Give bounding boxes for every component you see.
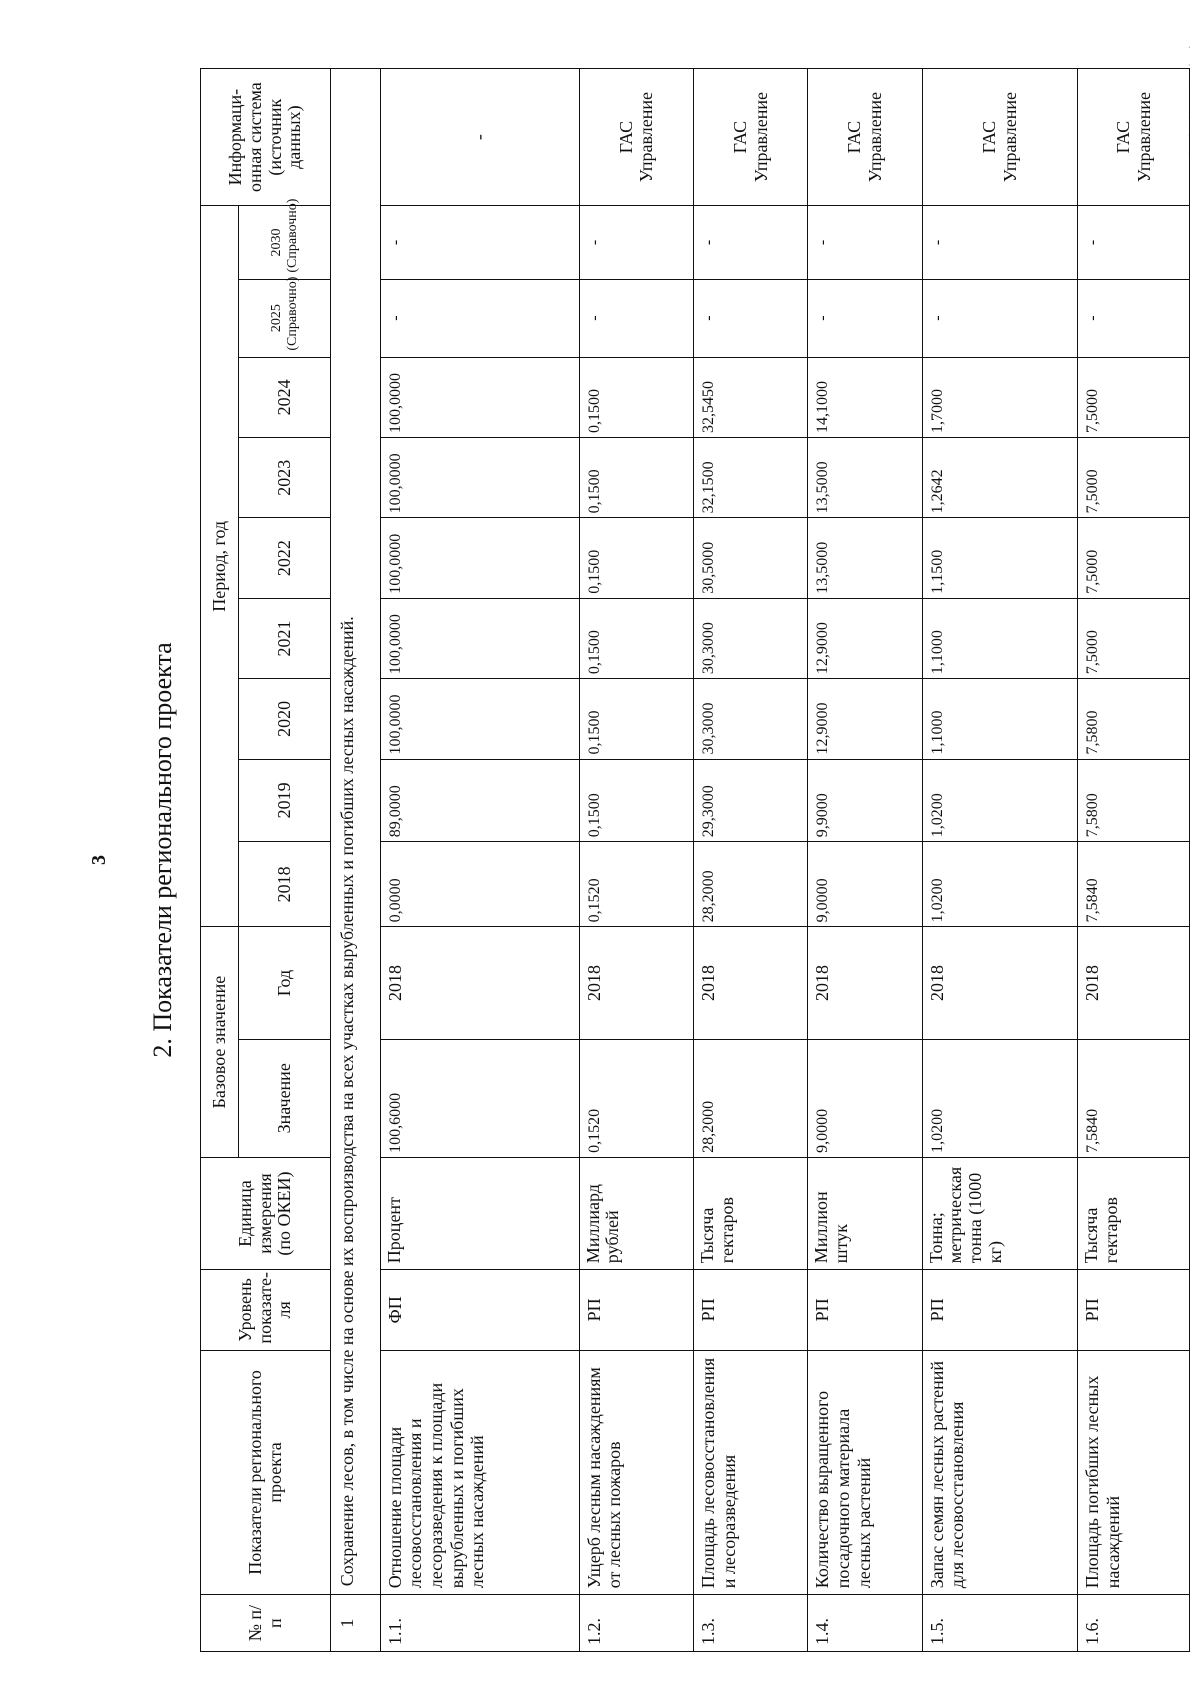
row-num: 1.1. [380,1595,579,1652]
row-base-year: 2018 [693,927,807,1039]
header-unit: Единица измерения (по ОКЕИ) [201,1157,331,1269]
header-indicator: Показатели регионального проекта [201,1350,331,1595]
row-base-value: 7,5840 [1078,1039,1190,1157]
header-year-2024: 2024 [239,357,331,437]
header-year-2021: 2021 [239,598,331,678]
row-level: РП [808,1270,922,1350]
row-base-year: 2018 [579,927,693,1039]
row-base-value: 1,0200 [922,1039,1077,1157]
table-row [808,69,922,1652]
row-base-year: 2018 [380,927,579,1039]
row-level: ФП [380,1270,579,1350]
row-value-2025: - [1078,279,1190,357]
row-value-2019: 1,0200 [922,759,1077,842]
row-value-2030: - [380,206,579,279]
row-level: РП [579,1270,693,1350]
row-num: 1.5. [922,1595,1077,1652]
header-year-2018: 2018 [239,842,331,927]
table-row [922,69,1077,1652]
header-year-2019: 2019 [239,759,331,842]
row-value-2018: 9,0000 [808,842,922,927]
header-base-value: Значение [239,1039,331,1157]
row-value-2018: 28,2000 [693,842,807,927]
row-value-2020: 0,1500 [579,679,693,759]
row-indicator: Отношение площади лесовосстановления и лесоразведения к площади вырубленных и погибших лесных насаждений [380,1350,579,1595]
row-value-2019: 29,3000 [693,759,807,842]
row-value-2030: - [808,206,922,279]
row-base-year: 2018 [808,927,922,1039]
row-value-2021: 1,1000 [922,598,1077,678]
row-value-2023: 100,0000 [380,438,579,518]
header-year-2023: 2023 [239,438,331,518]
row-value-2020: 30,3000 [693,679,807,759]
row-value-2018: 0,1520 [579,842,693,927]
row-value-2023: 1,2642 [922,438,1077,518]
row-base-year: 2018 [1078,927,1190,1039]
header-base-year: Год [239,927,331,1039]
row-unit: Миллиард рублей [579,1157,693,1269]
scan-artifact: · · · · · · [1185,39,1196,155]
row-value-2019: 9,9000 [808,759,922,842]
row-value-2018: 0,0000 [380,842,579,927]
row-level: РП [693,1270,807,1350]
row-base-value: 28,2000 [693,1039,807,1157]
row-num: 1.3. [693,1595,807,1652]
row-indicator: Ущерб лесным насаждениям от лесных пожаров [579,1350,693,1595]
row-value-2023: 13,5000 [808,438,922,518]
row-value-2019: 89,0000 [380,759,579,842]
row-value-2022: 100,0000 [380,518,579,598]
row-value-2024: 14,1000 [808,357,922,437]
row-num: 1.4. [808,1595,922,1652]
row-value-2025: - [579,279,693,357]
header-period: Период, год [201,206,239,927]
table-row [1078,69,1190,1652]
header-year-2030: 2030 (Справочно) [239,206,331,279]
row-unit: Тысяча гектаров [1078,1157,1190,1269]
row-value-2020: 100,0000 [380,679,579,759]
row-base-value: 9,0000 [808,1039,922,1157]
row-value-2018: 1,0200 [922,842,1077,927]
header-system: Информаци-онная система (источник данных) [201,69,331,206]
row-value-2024: 100,0000 [380,357,579,437]
indicators-table [200,68,1190,1652]
table-row [380,69,579,1652]
row-value-2022: 13,5000 [808,518,922,598]
row-system: ГАС Управление [922,69,1077,206]
row-value-2019: 0,1500 [579,759,693,842]
row-value-2021: 30,3000 [693,598,807,678]
row-value-2021: 0,1500 [579,598,693,678]
row-value-2020: 12,9000 [808,679,922,759]
row-unit: Тонна; метрическая тонна (1000 кг) [922,1157,1077,1269]
row-indicator: Площадь лесовосстановления и лесоразведения [693,1350,807,1595]
row-num: 1.2. [579,1595,693,1652]
row-value-2021: 100,0000 [380,598,579,678]
row-value-2020: 1,1000 [922,679,1077,759]
row-base-value: 100,6000 [380,1039,579,1157]
row-value-2024: 7,5000 [1078,357,1190,437]
group-num: 1 [331,1595,381,1652]
row-indicator: Площадь погибших лесных насаждений [1078,1350,1190,1595]
row-base-year: 2018 [922,927,1077,1039]
row-value-2025: - [693,279,807,357]
row-value-2019: 7,5800 [1078,759,1190,842]
row-system: ГАС Управление [579,69,693,206]
table-row [579,69,693,1652]
row-unit: Миллион штук [808,1157,922,1269]
row-system: - [380,69,579,206]
row-value-2022: 0,1500 [579,518,693,598]
row-value-2024: 0,1500 [579,357,693,437]
section-title: 2. Показатели регионального проекта [148,642,177,1058]
header-year-2020: 2020 [239,679,331,759]
row-num: 1.6. [1078,1595,1190,1652]
row-value-2024: 1,7000 [922,357,1077,437]
row-value-2022: 1,1500 [922,518,1077,598]
row-unit: Процент [380,1157,579,1269]
header-num: № п/п [201,1595,331,1652]
row-indicator: Количество выращенного посадочного материала лесных растений [808,1350,922,1595]
row-value-2025: - [808,279,922,357]
row-value-2022: 30,5000 [693,518,807,598]
row-value-2030: - [693,206,807,279]
row-system: ГАС Управление [1078,69,1190,206]
row-level: РП [922,1270,1077,1350]
row-value-2030: - [922,206,1077,279]
header-year-2022: 2022 [239,518,331,598]
row-value-2022: 7,5000 [1078,518,1190,598]
page-number: 3 [88,855,110,865]
table-row [693,69,807,1652]
row-value-2021: 7,5000 [1078,598,1190,678]
row-base-value: 0,1520 [579,1039,693,1157]
header-year-2025: 2025 (Справочно) [239,279,331,357]
row-system: ГАС Управление [808,69,922,206]
row-unit: Тысяча гектаров [693,1157,807,1269]
row-value-2030: - [579,206,693,279]
row-value-2025: - [380,279,579,357]
row-value-2025: - [922,279,1077,357]
group-title: Сохранение лесов, в том числе на основе их воспроизводства на всех участках вырубленных и погибших лесных насаждений. [331,69,381,1595]
row-value-2024: 32,5450 [693,357,807,437]
row-value-2030: - [1078,206,1190,279]
row-value-2020: 7,5800 [1078,679,1190,759]
row-value-2023: 32,1500 [693,438,807,518]
row-value-2021: 12,9000 [808,598,922,678]
row-value-2018: 7,5840 [1078,842,1190,927]
row-indicator: Запас семян лесных растений для лесовосстановления [922,1350,1077,1595]
row-value-2023: 0,1500 [579,438,693,518]
header-base: Базовое значение [201,927,239,1158]
header-level: Уровень показате-ля [201,1270,331,1350]
row-value-2023: 7,5000 [1078,438,1190,518]
row-system: ГАС Управление [693,69,807,206]
row-level: РП [1078,1270,1190,1350]
